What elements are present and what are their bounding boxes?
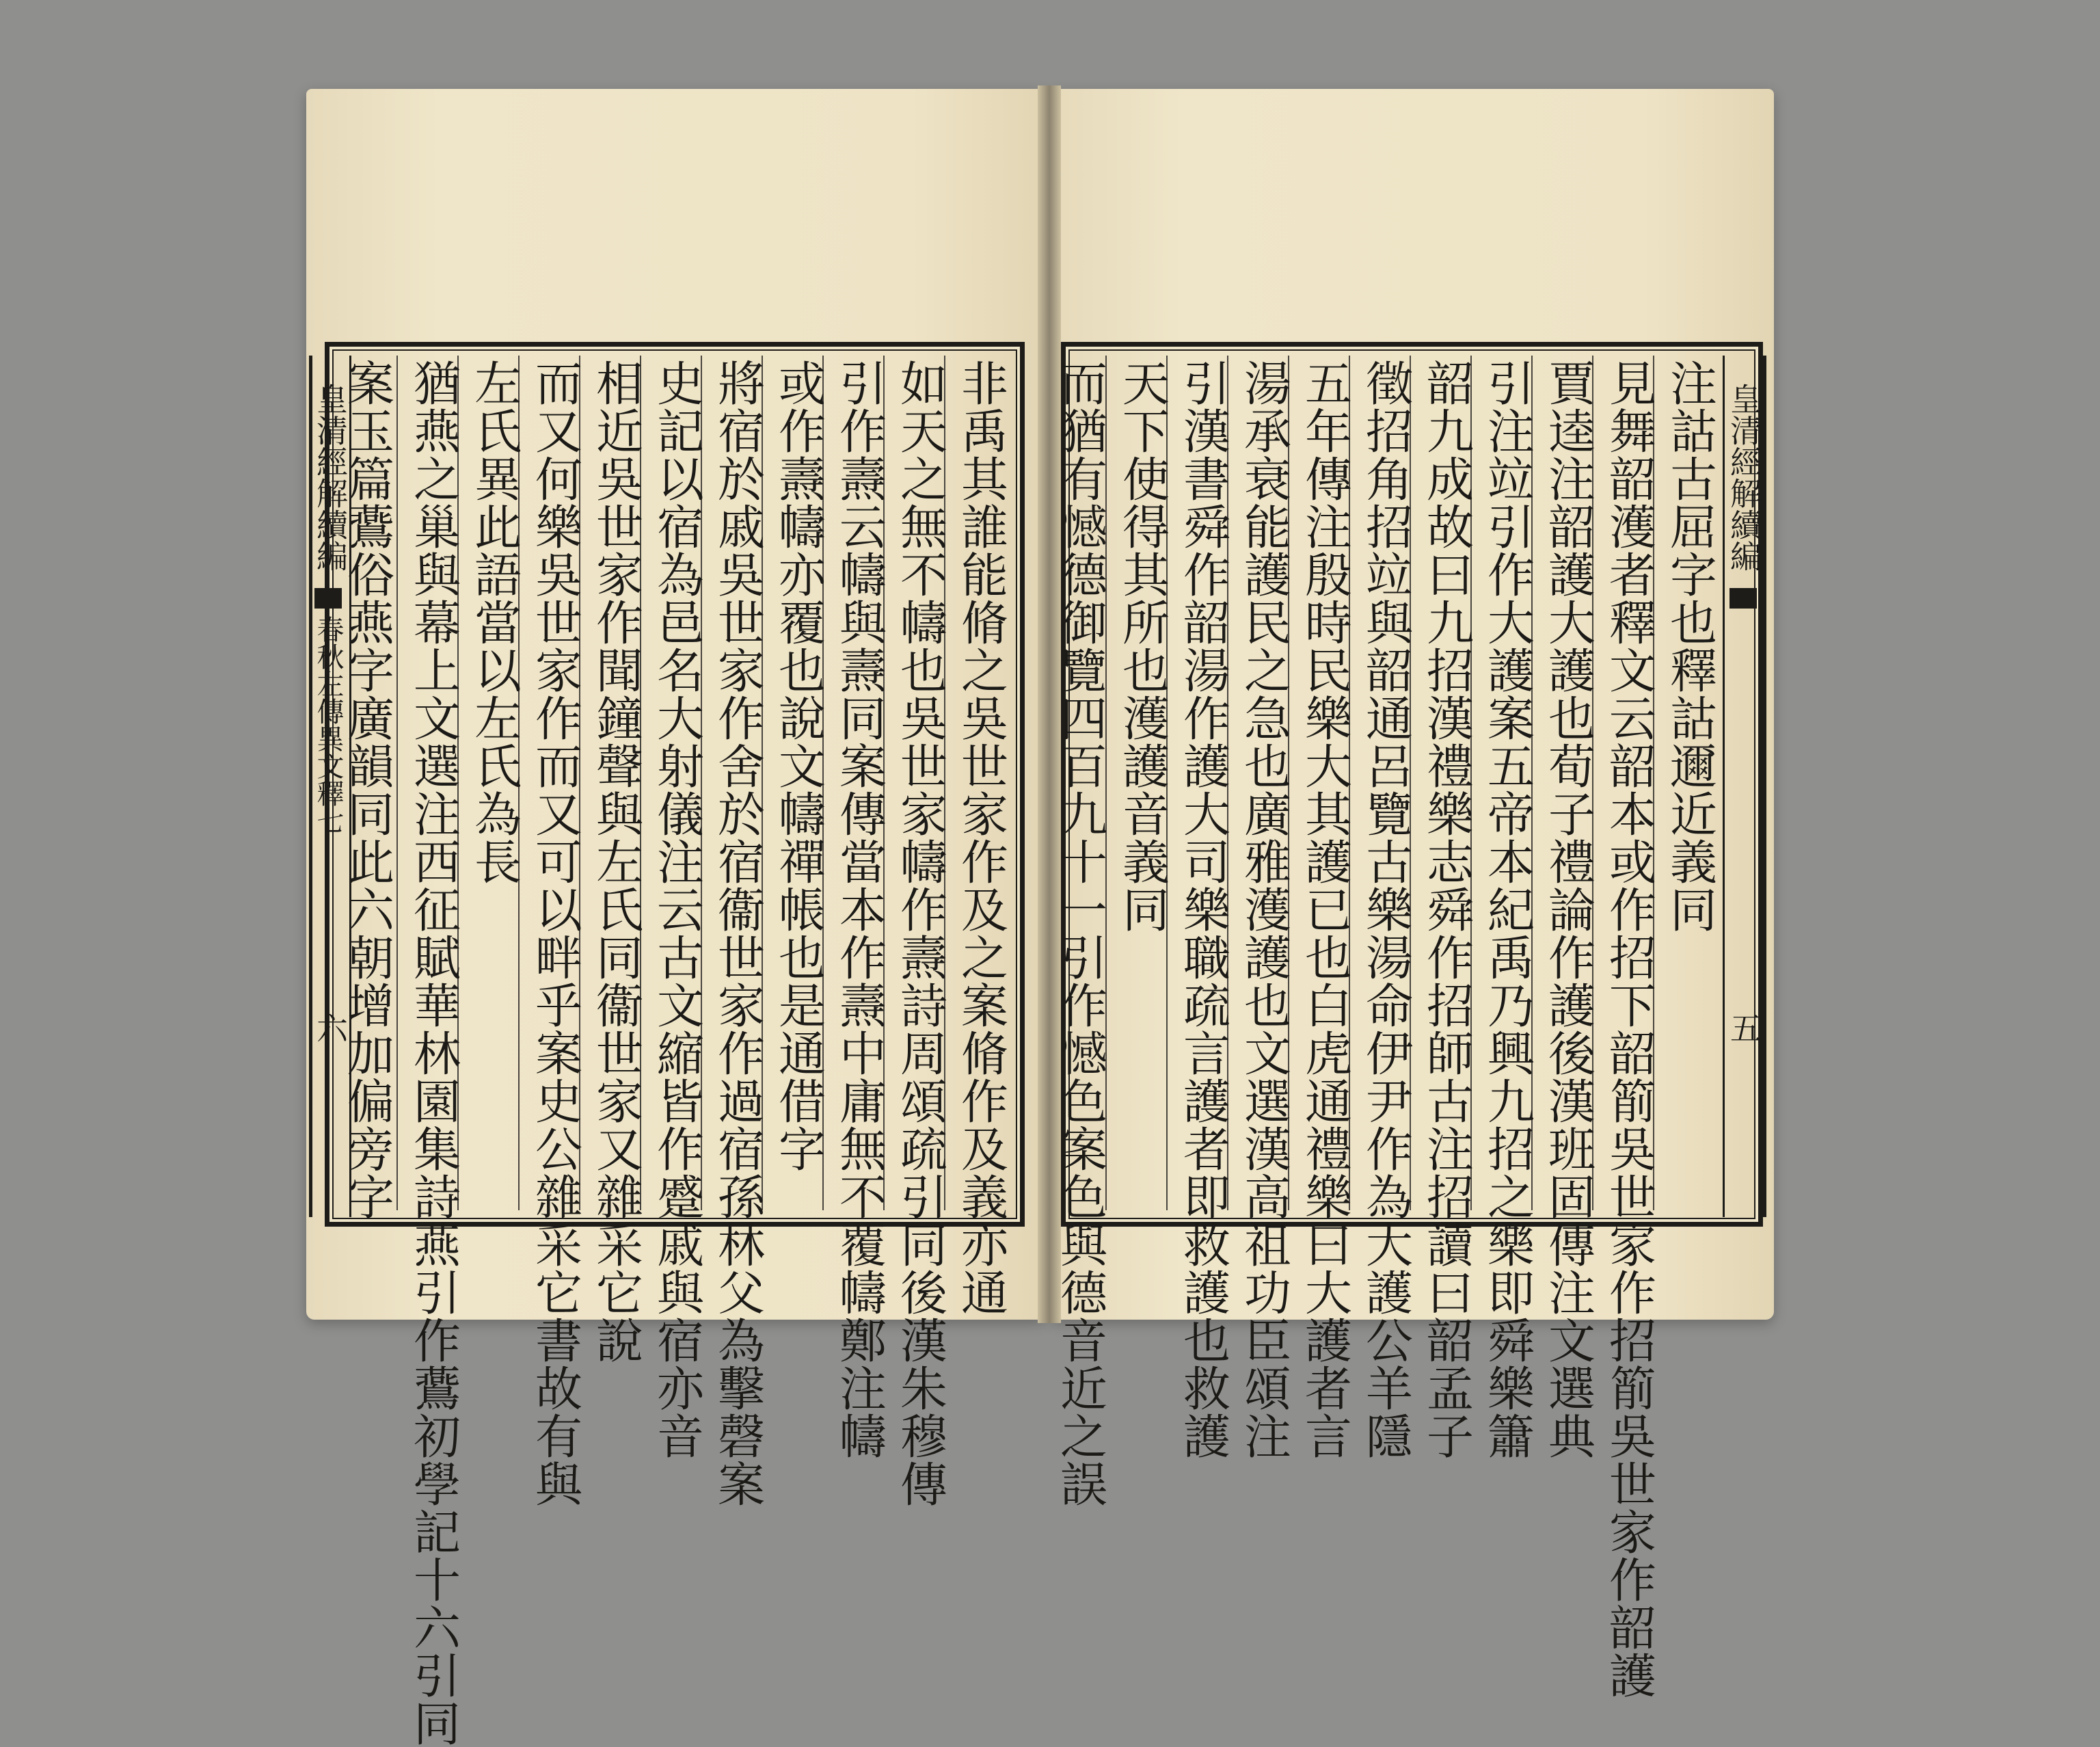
right-column-6: 徵招角招竝與韶通呂覽古樂湯命伊尹作為大護公羊隱	[1358, 359, 1412, 1460]
left-column-3: 引作燾云幬與燾同案傳當本作燾中庸無不覆幬鄭注幬	[831, 359, 886, 1460]
right-spine-title: 皇清經解續編	[1725, 383, 1762, 572]
right-column-9: 引漢書舜作韶湯作護大司樂職疏言護者即救護也救護	[1175, 359, 1230, 1460]
right-column-8: 湯承衰能護民之急也廣雅濩護也文選漢高祖功臣頌注	[1236, 359, 1291, 1460]
right-column-4: 引注竝引作大護案五帝本紀禹乃興九招之樂即舜樂簫	[1479, 359, 1534, 1460]
left-spine-title: 皇清經解續編	[312, 383, 349, 572]
right-column-7: 五年傳注殷時民樂大其護已也白虎通禮樂曰大護者言	[1297, 359, 1351, 1460]
column-rule	[396, 356, 398, 1210]
left-folio: 六	[312, 1012, 349, 1043]
right-column-2: 見舞韶濩者釋文云韶本或作招下韶箾吳世家作招箾吳世家作韶護	[1601, 359, 1656, 1699]
left-column-6: 史記以宿為邑名大射儀注云古文縮皆作蹙戚與宿亦音	[649, 359, 703, 1460]
right-folio: 五	[1725, 1012, 1762, 1043]
left-column-8: 而又何樂吳世家作而又可以畔乎案史公雜采它書故有與	[527, 359, 582, 1508]
left-column-2: 如天之無不幬也吳世家幬作燾詩周頌疏引同後漢朱穆傳	[892, 359, 947, 1508]
left-fold-marker	[314, 588, 342, 609]
left-column-10: 猶燕之巢與幕上文選注西征賦華林園集詩燕引作鷰初學記十六引同	[405, 359, 460, 1747]
left-column-9: 左氏異此語當以左氏為長	[466, 359, 521, 885]
left-spine-section: 春秋左傳異文釋七	[312, 615, 344, 834]
right-fold-marker	[1729, 588, 1757, 609]
right-column-1: 注詁古屈字也釋詁邇近義同	[1662, 359, 1717, 933]
left-column-4: 或作燾幬亦覆也說文幬禪帳也是通借字	[770, 359, 825, 1173]
right-column-5: 韶九成故曰九招漢禮樂志舜作招師古注招讀曰韶孟子	[1418, 359, 1473, 1460]
left-column-7: 相近吳世家作聞鐘聲與左氏同衞世家又雜采它說	[588, 359, 643, 1364]
left-column-5: 將宿於戚吳世家作舍於宿衞世家作過宿孫林父為擊磬案	[710, 359, 764, 1508]
right-column-11: 而猶有憾德御覽四百九十一引作憾色案色與德音近之誤	[1052, 359, 1107, 1508]
right-column-10: 天下使得其所也濩護音義同	[1114, 359, 1169, 933]
left-column-11: 案玉篇鷰俗燕字廣韻同此六朝增加偏旁字	[339, 359, 394, 1221]
right-column-3: 賈逵注韶護大護也荀子禮論作護後漢班固傳注文選典	[1540, 359, 1595, 1460]
left-column-1: 非禹其誰能脩之吳世家作及之案脩作及義亦通	[953, 359, 1008, 1316]
